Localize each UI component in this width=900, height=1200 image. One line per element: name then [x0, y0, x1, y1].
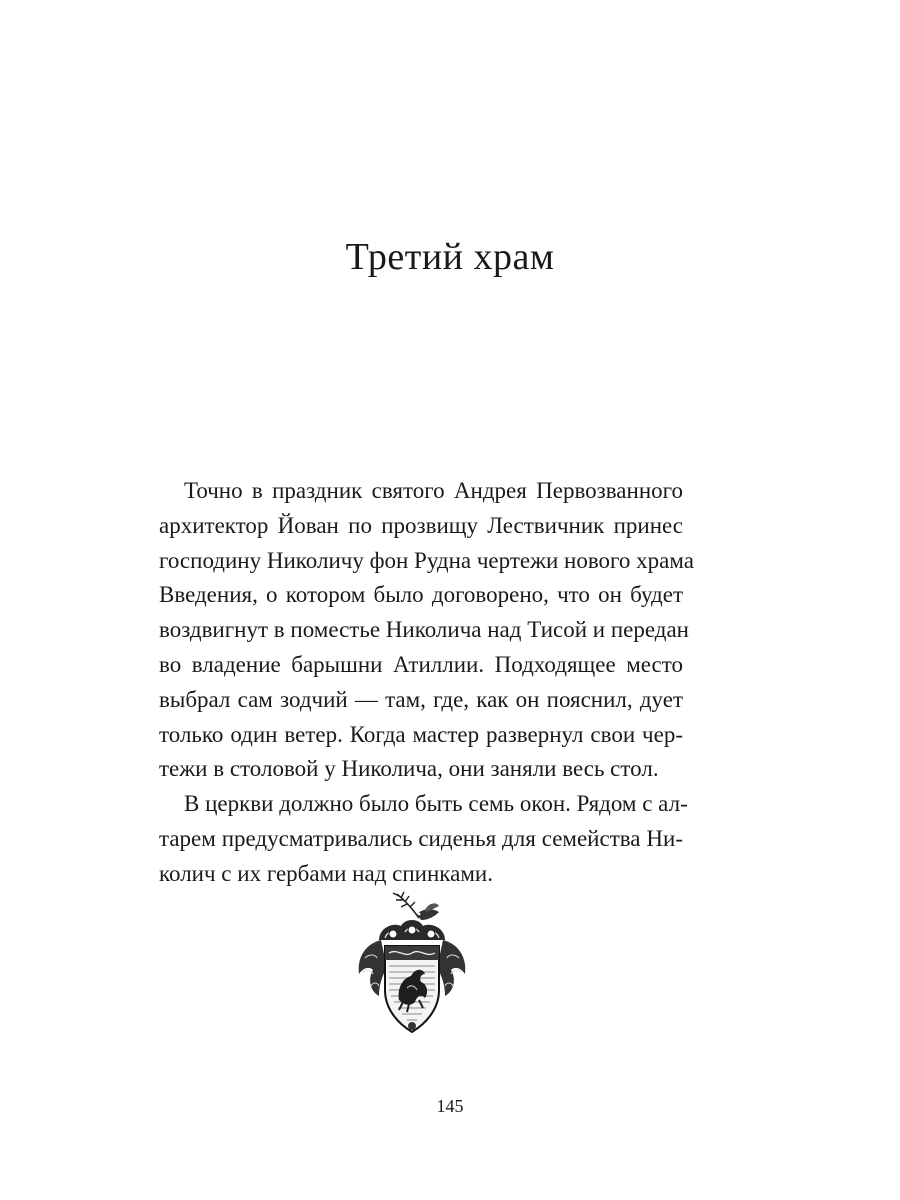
chapter-title: Третий храм [345, 236, 555, 278]
text-line: Введения, о котором было договорено, что он будет [159, 582, 683, 608]
coat-of-arms-icon [349, 888, 475, 1038]
text-line: только один ветер. Когда мастер развернул свои чер- [159, 721, 683, 747]
body-text [159, 474, 694, 892]
text-line: воздвигнут в поместье Николича над Тисой и передан [159, 617, 689, 643]
text-line: колич с их гербами над спинками. [159, 860, 493, 886]
text-line: тежи в столовой у Николича, они заняли весь стол. [159, 756, 659, 782]
text-line: выбрал сам зодчий — там, где, как он пояснил, дует [159, 686, 683, 712]
page-number: 145 [436, 1096, 464, 1116]
text-line: архитектор Йован по прозвищу Лествичник принес [159, 512, 683, 538]
text-line: во владение барышни Атиллии. Подходящее место [159, 651, 683, 677]
text-line: тарем предусматривались сиденья для семейства Ни- [159, 825, 683, 851]
text-line: господину Николичу фон Рудна чертежи нового храма [159, 547, 694, 573]
text-line: В церкви должно было быть семь окон. Рядом с ал- [184, 791, 688, 817]
text-line: Точно в праздник святого Андрея Первозванного [184, 478, 683, 503]
